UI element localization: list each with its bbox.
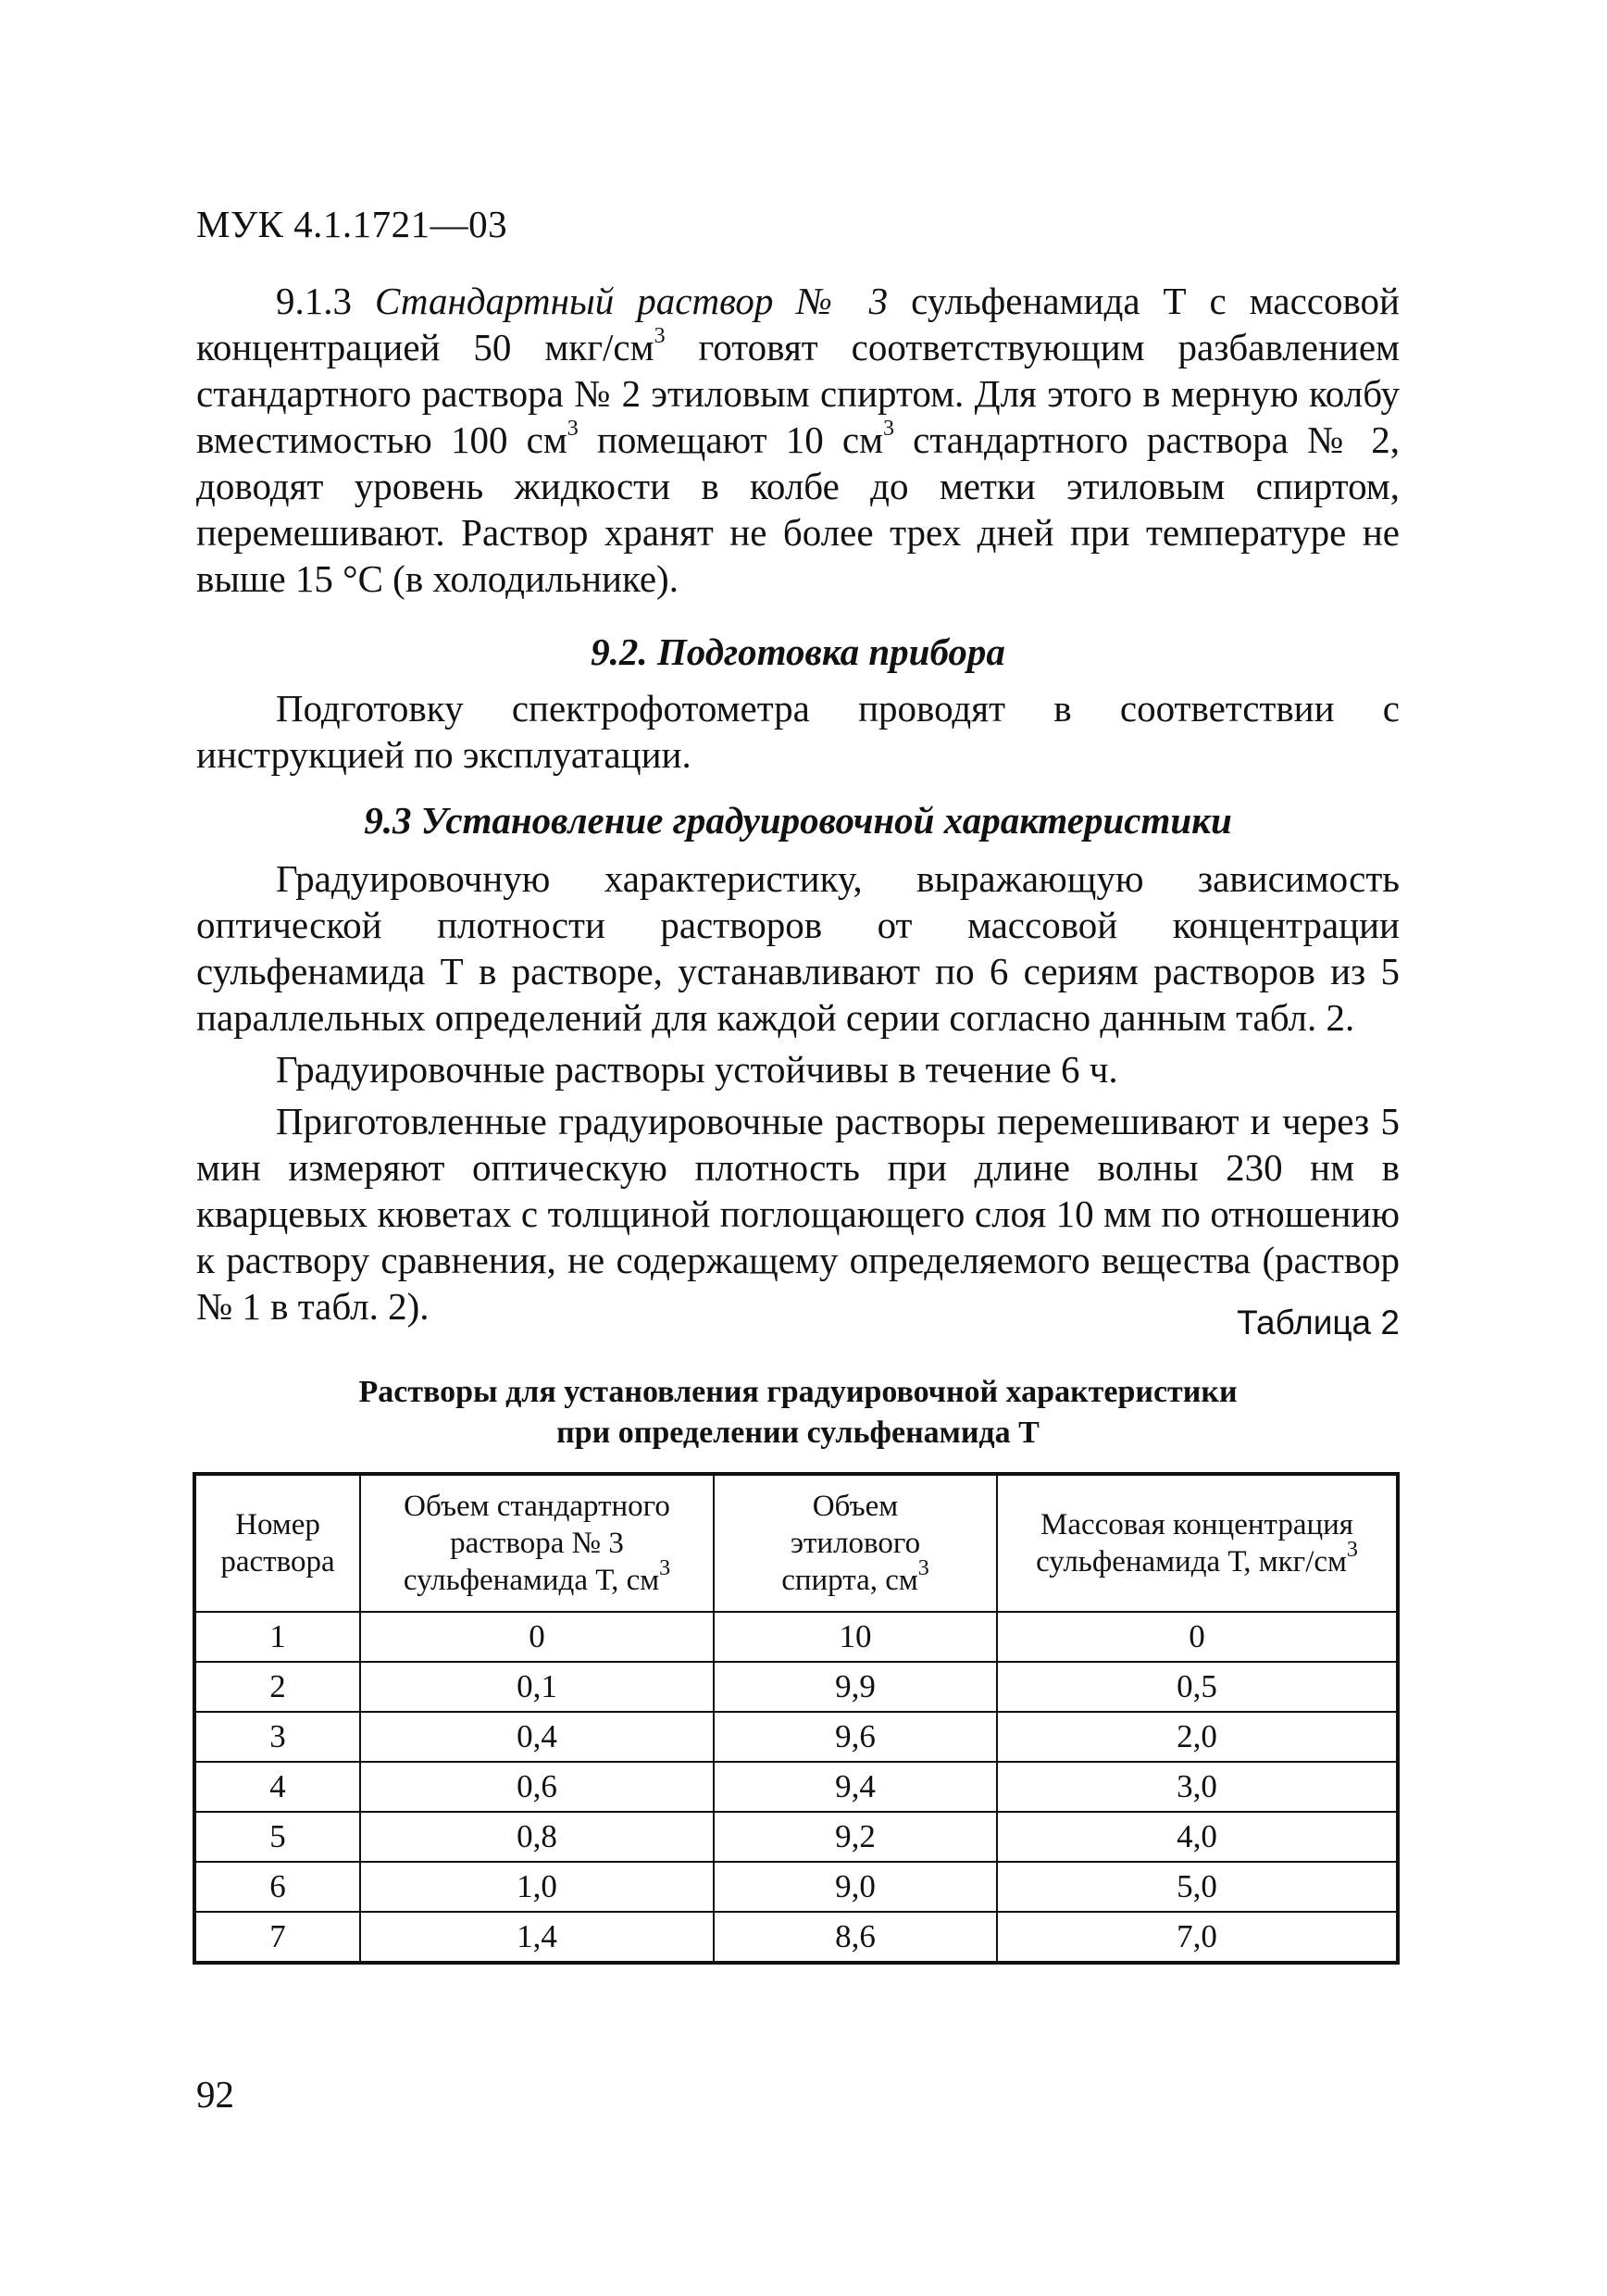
header-ethanol-volume	[714, 1474, 997, 1612]
table-row	[194, 1712, 1398, 1762]
header-line: раствора	[220, 1545, 335, 1578]
cell-standard-volume: 0	[360, 1612, 714, 1662]
cell-concentration: 5,0	[997, 1862, 1398, 1912]
header-text: спирта, см	[781, 1564, 918, 1597]
table-title-line-2: при определении сульфенамида Т	[556, 1416, 1040, 1450]
cell-concentration: 0,5	[997, 1662, 1398, 1712]
table-row	[194, 1862, 1398, 1912]
superscript: 3	[659, 1556, 671, 1580]
paragraph-stability: Градуировочные растворы устойчивы в течение 6 ч.	[276, 1048, 1118, 1091]
table-title-line-1: Растворы для установления градуировочной характеристики	[358, 1375, 1238, 1409]
cell-standard-volume: 1,0	[360, 1862, 714, 1912]
table-row	[194, 1762, 1398, 1812]
cell-standard-volume: 0,8	[360, 1812, 714, 1862]
superscript: 3	[654, 324, 666, 349]
cell-concentration: 7,0	[997, 1912, 1398, 1963]
cell-concentration: 0	[997, 1612, 1398, 1662]
section-title-italic: Стандартный раствор № 3	[374, 280, 889, 322]
cell-standard-volume: 0,6	[360, 1762, 714, 1812]
cell-ethanol-volume: 10	[714, 1612, 997, 1662]
table-row	[194, 1912, 1398, 1963]
paragraph-standard-solution-3	[196, 278, 1400, 602]
table-row	[194, 1662, 1398, 1712]
document-header: МУК 4.1.1721—03	[196, 203, 508, 245]
cell-ethanol-volume: 9,6	[714, 1712, 997, 1762]
cell-standard-volume: 0,1	[360, 1662, 714, 1712]
header-line: Массовая концентрация	[1040, 1508, 1353, 1541]
header-line	[361, 1556, 713, 1599]
superscript: 3	[917, 1556, 929, 1580]
header-line: раствора № 3	[450, 1527, 624, 1560]
cell-number: 3	[194, 1712, 360, 1762]
heading-9-2: 9.2. Подготовка прибора	[591, 630, 1005, 673]
table-row	[194, 1612, 1398, 1662]
calibration-solutions-table	[193, 1472, 1400, 1965]
cell-ethanol-volume: 9,0	[714, 1862, 997, 1912]
cell-number: 2	[194, 1662, 360, 1712]
superscript: 3	[567, 417, 579, 442]
cell-number: 6	[194, 1862, 360, 1912]
header-text: сульфенамида Т, мкг/см	[1036, 1545, 1347, 1578]
cell-ethanol-volume: 9,2	[714, 1812, 997, 1862]
header-solution-number	[194, 1474, 360, 1612]
paragraph-measurement: Приготовленные градуировочные растворы перемешивают и через 5 мин измеряют оптическую плотность при длине волны 230 нм в кварцевых кюветах с толщиной поглощающего слоя 10 мм по отношению к раствору сравнения, не содержащему определяемого вещества (раствор № 1 в табл. 2).	[196, 1100, 1400, 1328]
superscript: 3	[1346, 1538, 1358, 1562]
header-line	[715, 1556, 996, 1599]
cell-concentration: 4,0	[997, 1812, 1398, 1862]
cell-standard-volume: 0,4	[360, 1712, 714, 1762]
cell-number: 1	[194, 1612, 360, 1662]
table-row	[194, 1812, 1398, 1862]
section-9-2	[196, 685, 1400, 783]
text-fragment: помещают 10 см	[578, 418, 884, 461]
paragraph-calibration: Градуировочную характеристику, выражающую зависимость оптической плотности растворов от массовой концентрации сульфенамида Т в растворе, устанавливают по 6 сериям растворов из 5 параллельных определений для каждой серии согласно данным табл. 2.	[196, 857, 1400, 1039]
cell-number: 4	[194, 1762, 360, 1812]
header-text: сульфенамида Т, см	[403, 1564, 660, 1597]
table-title	[196, 1372, 1400, 1454]
section-9-3	[196, 855, 1400, 1335]
cell-concentration: 2,0	[997, 1712, 1398, 1762]
superscript: 3	[883, 417, 895, 442]
header-line	[998, 1538, 1396, 1580]
section-9-1-3	[196, 278, 1400, 607]
text-fragment: сульфенамида Т с массовой концентрацией 50 мкг/см	[196, 280, 1400, 368]
cell-ethanol-volume: 9,4	[714, 1762, 997, 1812]
header-standard-volume	[360, 1474, 714, 1612]
table-header-row	[194, 1474, 1398, 1612]
header-line: Объем стандартного	[404, 1490, 670, 1523]
page-number: 92	[196, 2073, 234, 2115]
text-fragment: готовят соответствующим разбавлением стандартного раствора № 2 этиловым спиртом. Для этого в мерную колбу вместимостью 100 см	[196, 326, 1400, 461]
cell-number: 5	[194, 1812, 360, 1862]
section-number: 9.1.3	[276, 280, 375, 322]
cell-concentration: 3,0	[997, 1762, 1398, 1812]
heading-9-3: 9.3 Установление градуировочной характеристики	[364, 799, 1232, 842]
header-line: Объем	[812, 1490, 899, 1523]
header-line: этилового	[790, 1527, 921, 1560]
header-mass-concentration	[997, 1474, 1398, 1612]
text-fragment: стандартного раствора № 2, доводят уровень жидкости в колбе до метки этиловым спиртом, перемешивают. Раствор хранят не более трех дней при температуре не выше 15 °С (в холодильнике).	[196, 418, 1400, 600]
paragraph-instrument-preparation: Подготовку спектрофотометра проводят в соответствии с инструкцией по эксплуатации.	[196, 687, 1400, 776]
cell-number: 7	[194, 1912, 360, 1963]
cell-standard-volume: 1,4	[360, 1912, 714, 1963]
cell-ethanol-volume: 9,9	[714, 1662, 997, 1712]
table-label: Таблица 2	[1237, 1304, 1400, 1341]
header-line: Номер	[235, 1508, 320, 1541]
cell-ethanol-volume: 8,6	[714, 1912, 997, 1963]
